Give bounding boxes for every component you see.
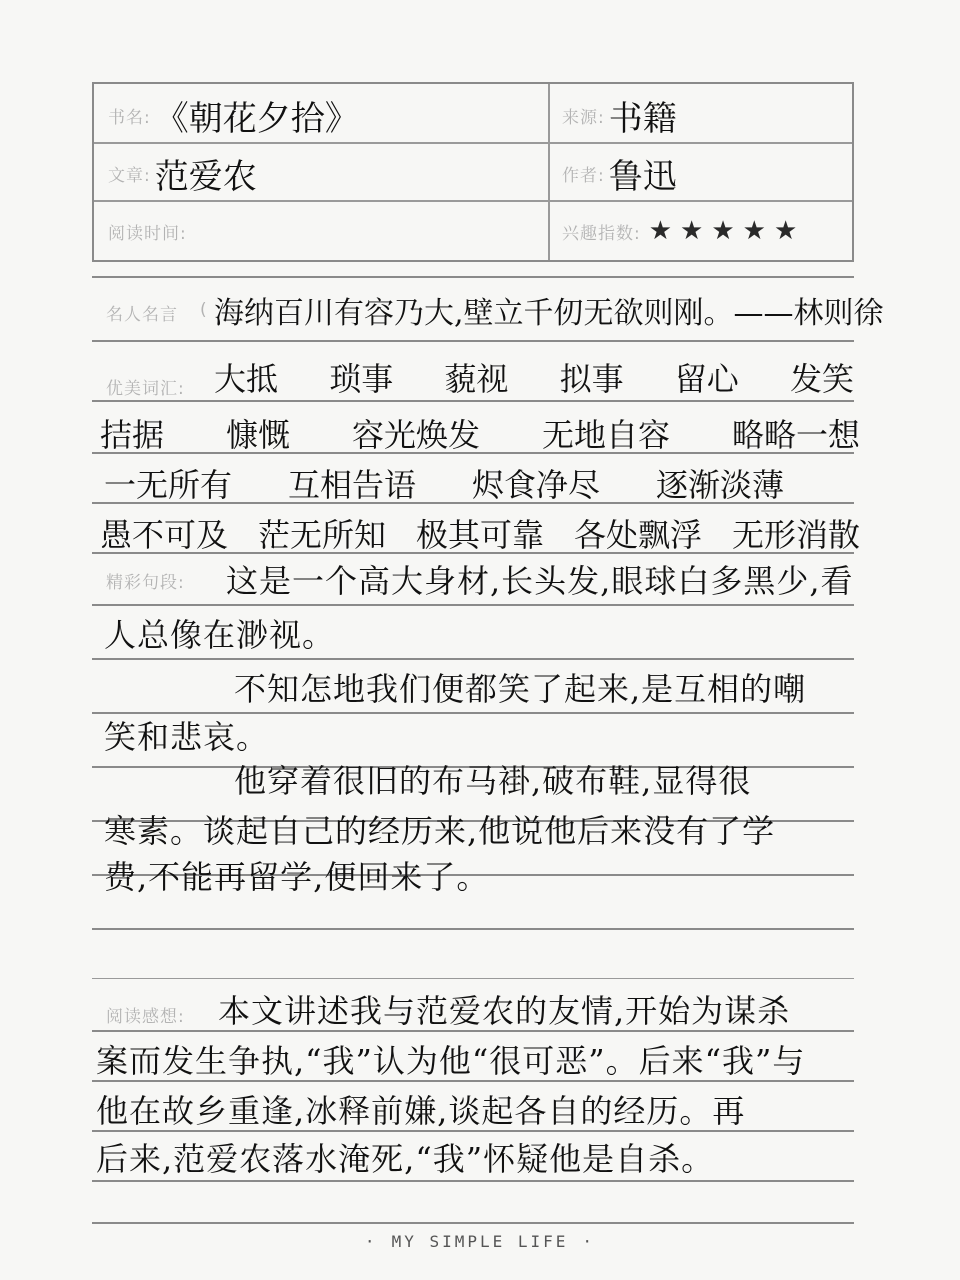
reflection-line: 案而发生争执,“我”认为他“很可恶”。后来“我”与: [96, 1042, 806, 1080]
footer-text: MY SIMPLE LIFE: [391, 1232, 569, 1251]
star-icon: ★: [711, 216, 735, 246]
vocab-row-4: [100, 510, 860, 556]
vocab-word: 发笑: [789, 360, 854, 398]
passage-line: 笑和悲哀。: [104, 718, 270, 756]
star-icon: ★: [648, 216, 673, 246]
interest-label: 兴趣指数:: [562, 223, 641, 244]
interest-rating: [649, 218, 798, 244]
vocab-word: 容光焕发: [351, 416, 480, 454]
vocab-row-1: [214, 354, 854, 400]
article-label: 文章:: [108, 165, 151, 186]
source-label: 来源:: [562, 107, 605, 128]
footer: [0, 1232, 960, 1251]
reflection-line: 他在故乡重逢,冰释前嫌,谈起各自的经历。再: [96, 1092, 746, 1130]
vocab-word: 无形消散: [731, 516, 860, 554]
star-icon: ★: [773, 216, 798, 246]
footer-dot-left: ·: [364, 1232, 378, 1251]
vocab-row-3: [104, 460, 784, 506]
vocab-word: 拟事: [559, 360, 624, 398]
star-icon: ★: [680, 216, 704, 246]
passage-line: 人总像在渺视。: [104, 616, 336, 654]
vocab-word: 琐事: [329, 360, 394, 398]
vocab-word: 逐渐淡薄: [655, 466, 784, 504]
vocab-label: 优美词汇:: [106, 379, 185, 399]
vocab-word: 略略一想: [731, 416, 860, 454]
author-value: 鲁迅: [608, 156, 677, 197]
footer-dot-right: ·: [582, 1232, 596, 1251]
article-title: 范爱农: [154, 156, 257, 197]
source-cell: [562, 88, 852, 142]
vocab-word: 一无所有: [104, 466, 233, 504]
reading-time-label: 阅读时间:: [108, 223, 187, 244]
passage-line: 他穿着很旧的布马褂,破布鞋,显得很: [234, 762, 752, 800]
vocab-word: 茫无所知: [257, 516, 386, 554]
vocab-word: 无地自容: [541, 416, 670, 454]
time-cell: [108, 204, 544, 258]
book-title: 《朝花夕拾》: [154, 98, 359, 139]
vocab-word: 极其可靠: [415, 516, 544, 554]
article-cell: [108, 146, 544, 200]
reflection-line: 后来,范爱农落水淹死,“我”怀疑他是自杀。: [96, 1140, 715, 1178]
vocab-word: 留心: [674, 360, 739, 398]
header-table: [92, 82, 854, 262]
reflection-label: 阅读感想:: [106, 1007, 185, 1027]
vocab-row-2: [100, 410, 860, 456]
passages-label: 精彩句段:: [106, 573, 185, 593]
book-label: 书名:: [108, 107, 151, 128]
vocab-word: 慷慨: [225, 416, 290, 454]
vocab-word: 藐视: [444, 360, 509, 398]
author-cell: [562, 146, 852, 200]
author-label: 作者:: [562, 165, 605, 186]
quote-mark: (: [200, 300, 208, 320]
vocab-word: 互相告语: [287, 466, 416, 504]
passage-line: 不知怎地我们便都笑了起来,是互相的嘲: [234, 670, 807, 708]
vocab-word: 烬食净尽: [471, 466, 600, 504]
vocab-word: 大抵: [214, 360, 279, 398]
source-value: 书籍: [608, 98, 677, 139]
star-icon: ★: [742, 216, 766, 246]
quote-label: 名人名言: [106, 305, 178, 325]
interest-cell: [562, 204, 852, 258]
book-cell: [108, 88, 544, 142]
vocab-word: 各处飘浮: [573, 516, 702, 554]
reflection-line: 本文讲述我与范爱农的友情,开始为谋杀: [218, 992, 791, 1030]
quote-text: 海纳百川有容乃大,壁立千仞无欲则刚。——林则徐: [214, 296, 884, 331]
vocab-word: 愚不可及: [100, 516, 229, 554]
passage-line: 寒素。谈起自己的经历来,他说他后来没有了学: [104, 812, 776, 850]
passage-line: 这是一个高大身材,长头发,眼球白多黑少,看: [226, 562, 854, 600]
vocab-word: 拮据: [100, 416, 165, 454]
passage-line: 费,不能再留学,便回来了。: [104, 858, 490, 896]
